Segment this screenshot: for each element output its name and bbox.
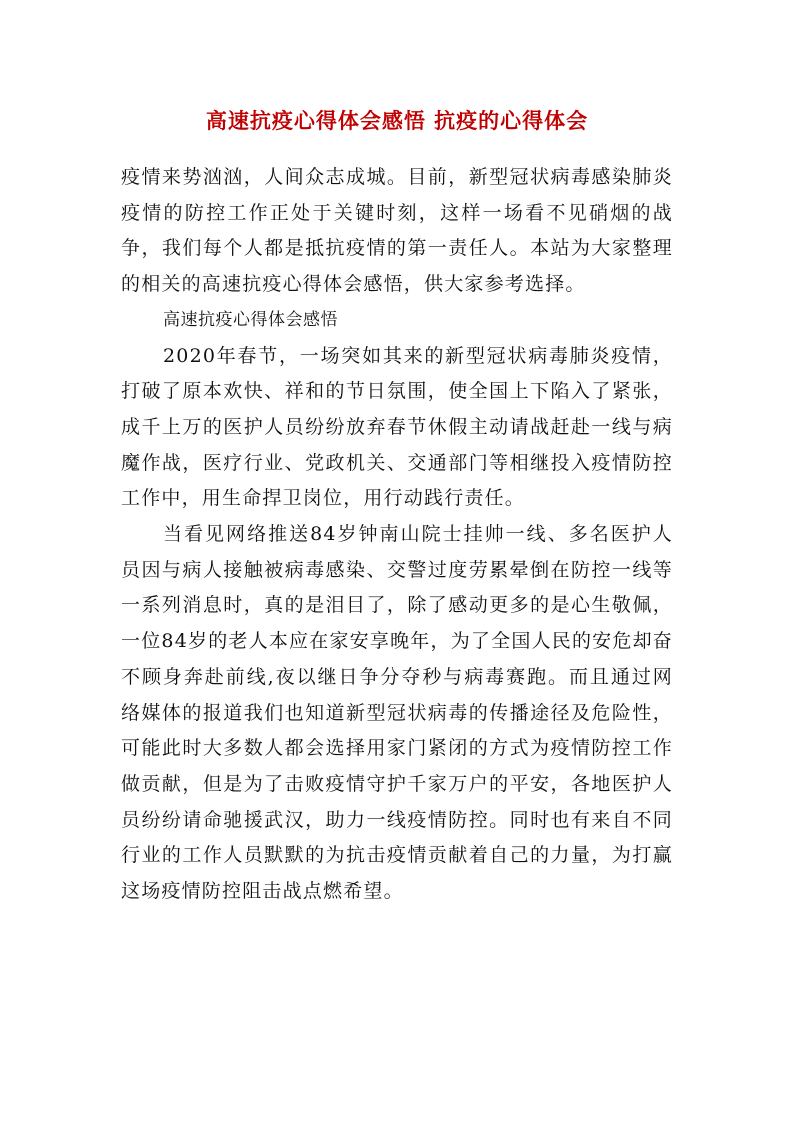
intro-paragraph: 疫情来势汹汹，人间众志成城。目前，新型冠状病毒感染肺炎疫情的防控工作正处于关键时刻，这样一场看不见硝烟的战争，我们每个人都是抵抗疫情的第一责任人。本站为大家整理的相关的高速抗疫心得体会感悟，供大家参考选择。 (121, 166, 673, 296)
body-paragraph-1: 2020年春节，一场突如其来的新型冠状病毒肺炎疫情，打破了原本欢快、祥和的节日氛围，使全国上下陷入了紧张，成千上万的医护人员纷纷放弃春节休假主动请战赶赴一线与病魔作战，医疗行业、党政机关、交通部门等相继投入疫情防控工作中，用生命捍卫岗位，用行动践行责任。 (121, 344, 673, 510)
section-subheading: 高速抗疫心得体会感悟 (163, 309, 338, 330)
document-title: 高速抗疫心得体会感悟 抗疫的心得体会 (205, 108, 589, 133)
document-body (121, 160, 673, 910)
body-paragraph-2: 当看见网络推送84岁钟南山院士挂帅一线、多名医护人员因与病人接触被病毒感染、交警过度劳累晕倒在防控一线等一系列消息时，真的是泪目了，除了感动更多的是心生敬佩，一位84岁的老人本应在家安享晚年，为了全国人民的安危却奋不顾身奔赴前线,夜以继日争分夺秒与病毒赛跑。而且通过网络媒体的报道我们也知道新型冠状病毒的传播途径及危险性，可能此时大多数人都会选择用家门紧闭的方式为疫情防控工作做贡献，但是为了击败疫情守护千家万户的平安，各地医护人员纷纷请命驰援武汉，助力一线疫情防控。同时也有来自不同行业的工作人员默默的为抗击疫情贡献着自己的力量，为打赢这场疫情防控阻击战点燃希望。 (121, 523, 673, 903)
